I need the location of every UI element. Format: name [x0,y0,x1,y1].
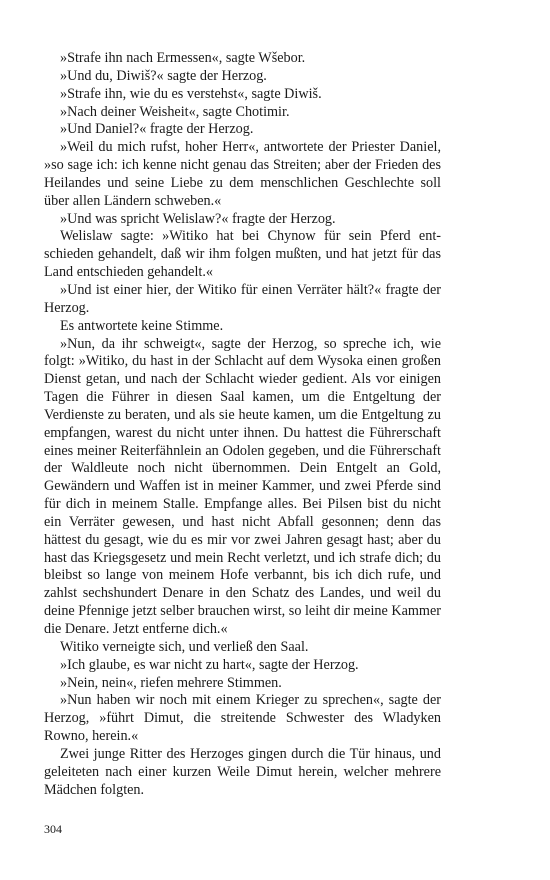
paragraph: »Nein, nein«, riefen mehrere Stimmen. [60,674,282,691]
paragraph: »Und Daniel?« fragte der Herzog. [60,121,254,138]
paragraph: »Strafe ihn nach Ermessen«, sagte Wšebor. [60,50,306,66]
paragraph: »Weil du mich rufst, hoher Herr«, antwortete der Priester Daniel, »so sage ich: ich kenne nicht genau das Streiten; aber der Frieden des Heilandes und seine Liebe zu dem menschlichen Geschlechte soll über allen Ländern schweben.« [44,139,441,209]
paragraph: »Nach deiner Weisheit«, sagte Chotimir. [60,103,290,120]
paragraph: »Nun haben wir noch mit einem Krieger zu sprechen«, sagte der Herzog, »führt Dimut, die streitende Schwester des Wladyken Rowno, herein.« [44,692,441,745]
paragraph: »Nun, da ihr schweigt«, sagte der Herzog, so spreche ich, wie folgt: »Witiko, du hast in der Schlacht auf dem Wysoka einen großen Dienst getan, und nach der Schlacht wieder gedient. Als vor einigen Tagen die Führer in diesen Saal kamen, um die Entgeltung der Verdienste zu beraten, und als sie heute kamen, um die Entgeltung zu empfangen, warest du nicht unter ihnen. Du hattest die Führerschaft eines meiner Reiterfähnlein an Odolen gegeben, und die Führerschaft der Waldleute noch nicht übernommen. Dein Entgelt an Gold, Gewändern und Waffen ist in meiner Kammer, und zwei Pferde sind für dich in meinem Stalle. Empfange alles. Bei Pilsen bist du nicht ein Verräter gewesen, und hast nicht Abfall gesonnen; denn das hättest du gesagt, wie du es mir vor zwei Jahren gesagt hast; aber du hast das Kriegsgesetz und mein Recht verletzt, und ich strafe dich; du bleibst so lange von meinem Hofe verbannt, bis ich dich rufe, und zahlst sechshundert Denare in den Schatz des Landes, und weil du deine Pfennige jetzt selber brauchen wirst, so leiht dir meine Kammer die Denare. Jetzt entferne dich.« [44,335,441,637]
page-number: 304 [44,822,62,836]
body-text [44,50,441,799]
paragraph: »Und ist einer hier, der Witiko für einen Verräter hält?« fragte der Herzog. [44,281,441,316]
paragraph: »Und du, Diwiš?« sagte der Herzog. [60,67,267,84]
paragraph: »Strafe ihn, wie du es verstehst«, sagte Diwiš. [60,85,322,102]
paragraph: Zwei junge Ritter des Herzoges gingen durch die Tür hinaus, und geleiteten nach einer kurzen Weile Dimut herein, welcher mehrere Mädchen folgten. [44,745,441,798]
paragraph: Welislaw sagte: »Witiko hat bei Chynow für sein Pferd entschieden gehandelt, daß wir ihm folgen mußten, und hat jetzt für das Land entschieden gehandelt.« [44,228,441,281]
paragraph: »Ich glaube, es war nicht zu hart«, sagte der Herzog. [60,656,359,673]
paragraph: Es antwortete keine Stimme. [60,317,224,334]
paragraph: »Und was spricht Welislaw?« fragte der Herzog. [60,210,336,227]
paragraph: Witiko verneigte sich, und verließ den Saal. [60,638,309,655]
